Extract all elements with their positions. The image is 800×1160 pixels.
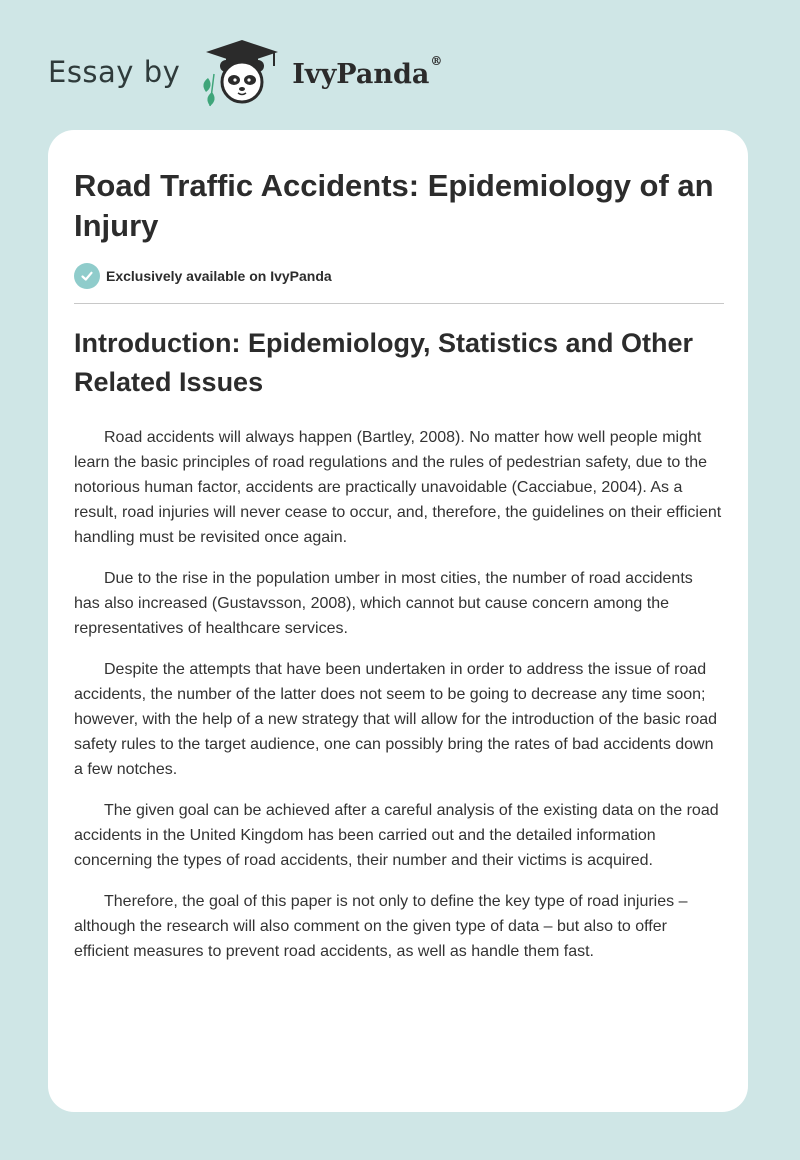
divider [74, 303, 724, 304]
site-header [48, 36, 442, 108]
section-heading: Introduction: Epidemiology, Statistics and Other Related Issues [74, 328, 694, 397]
registered-mark: ® [430, 53, 443, 68]
paragraph: Therefore, the goal of this paper is not only to define the key type of road injuries – although the research will also comment on the given type of data – but also to offer efficient measures to prevent road accidents, as well as handle them fast. [74, 893, 688, 960]
panda-graduation-cap-logo-icon[interactable] [196, 36, 288, 108]
paragraph: Despite the attempts that have been undertaken in order to address the issue of road accidents, the number of the latter does not seem to be going to decrease any time soon; however, with the help of a new strategy that will allow for the introduction of the basic road safety rules to the target audience, one can possibly bring the rates of bad accidents down a few notches. [74, 661, 718, 778]
essay-by-label: Essay by [48, 55, 181, 89]
exclusive-badge-label: Exclusively available on IvyPanda [106, 268, 332, 284]
brand-name[interactable]: IvyPanda® [292, 53, 443, 90]
article-card [48, 130, 748, 1112]
check-circle-icon [74, 263, 100, 289]
article-title: Road Traffic Accidents: Epidemiology of an Injury [74, 168, 714, 243]
paragraph: Road accidents will always happen (Bartley, 2008). No matter how well people might learn the basic principles of road regulations and the rules of pedestrian safety, due to the notorious human factor, accidents are practically unavoidable (Cacciabue, 2004). As a result, road injuries will never cease to occur, and, therefore, the guidelines on their efficient handling must be revisited once again. [74, 429, 722, 546]
paragraph: The given goal can be achieved after a careful analysis of the existing data on the road accidents in the United Kingdom has been carried out and the detailed information concerning the types of road accidents, their number and their victims is acquired. [74, 802, 719, 869]
exclusive-badge [74, 263, 332, 289]
paragraph: Due to the rise in the population umber in most cities, the number of road accidents has also increased (Gustavsson, 2008), which cannot but cause concern among the representatives of healthcare services. [74, 570, 693, 637]
article-body [74, 425, 722, 980]
